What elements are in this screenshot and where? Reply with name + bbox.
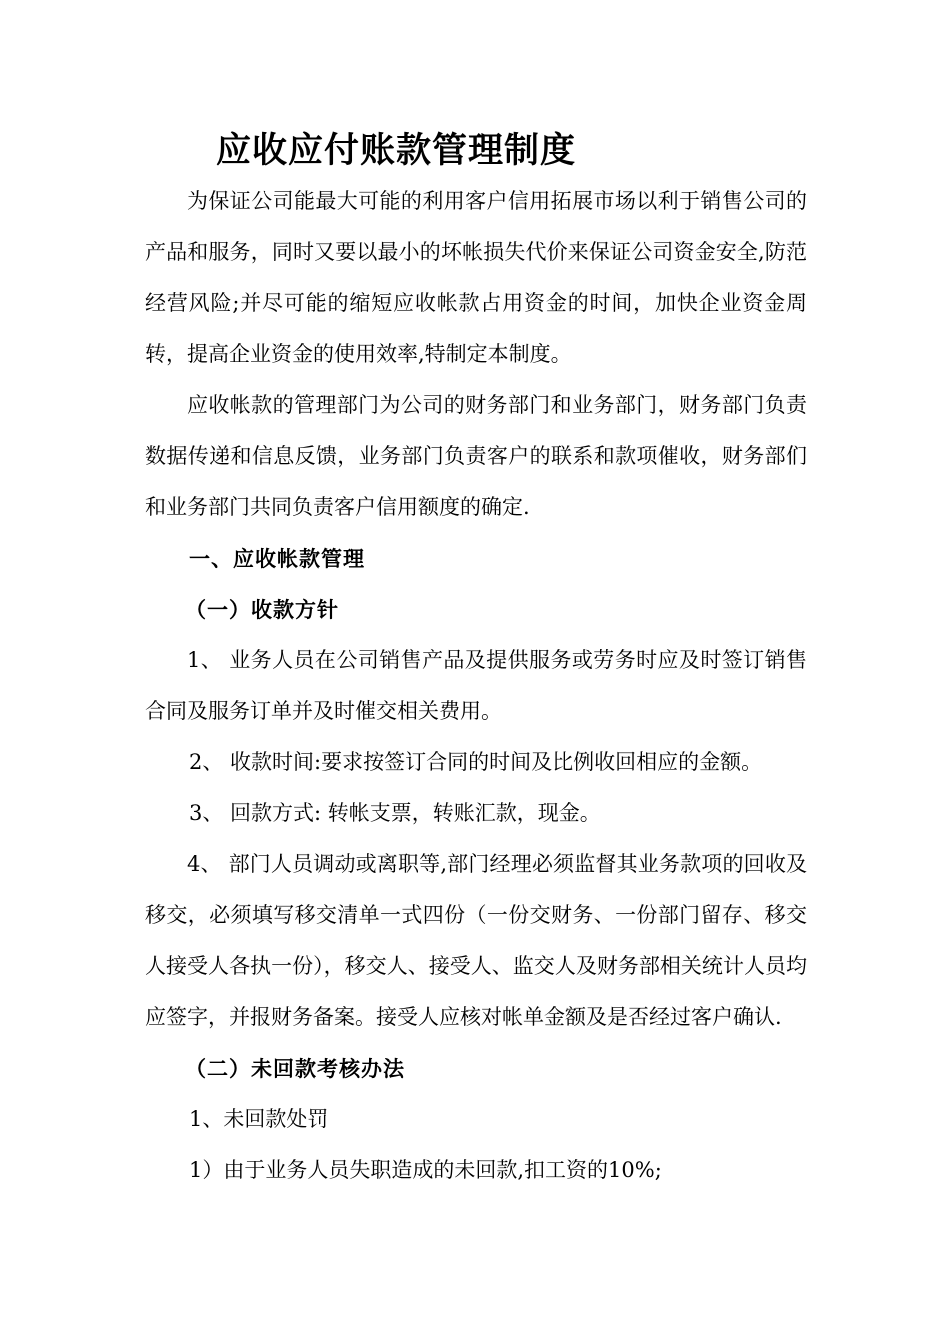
list-item: 2、 收款时间:要求按签订合同的时间及比例收回相应的金额。 (189, 750, 763, 774)
list-item: 4、 部门人员调动或离职等,部门经理必须监督其业务款项的回收及移交，必须填写移交清单一式四份（一份交财务、一份部门留存、移交人接受人各执一份），移交人、接受人、监交人及财务部相关统计人员均应签字，并报财务备案。接受人应核对帐单金额及是否经过客户确认. (145, 852, 807, 1029)
penalty-heading: 1、未回款处罚 (189, 1107, 329, 1131)
intro-paragraph-2: 应收帐款的管理部门为公司的财务部门和业务部门，财务部门负责数据传递和信息反馈，业务部门负责客户的联系和款项催收，财务部们和业务部门共同负责客户信用额度的确定. (145, 393, 807, 519)
list-item: 1、 业务人员在公司销售产品及提供服务或劳务时应及时签订销售合同及服务订单并及时催交相关费用。 (145, 648, 807, 723)
intro-paragraph-1: 为保证公司能最大可能的利用客户信用拓展市场以利于销售公司的产品和服务，同时又要以最小的坏帐损失代价来保证公司资金安全,防范经营风险;并尽可能的缩短应收帐款占用资金的时间，加快企业资金周转，提高企业资金的使用效率,特制定本制度。 (145, 189, 807, 366)
document-body (145, 176, 807, 1196)
document-title: 应收应付账款管理制度 (216, 131, 577, 171)
subsection-2-heading: （二）未回款考核办法 (185, 1056, 405, 1081)
section-1-heading: 一、应收帐款管理 (189, 546, 365, 571)
penalty-rule-1: 1）由于业务人员失职造成的未回款,扣工资的10%; (189, 1158, 662, 1182)
list-item: 3、 回款方式: 转帐支票，转账汇款，现金。 (189, 801, 601, 825)
subsection-1-heading: （一）收款方针 (185, 597, 339, 622)
